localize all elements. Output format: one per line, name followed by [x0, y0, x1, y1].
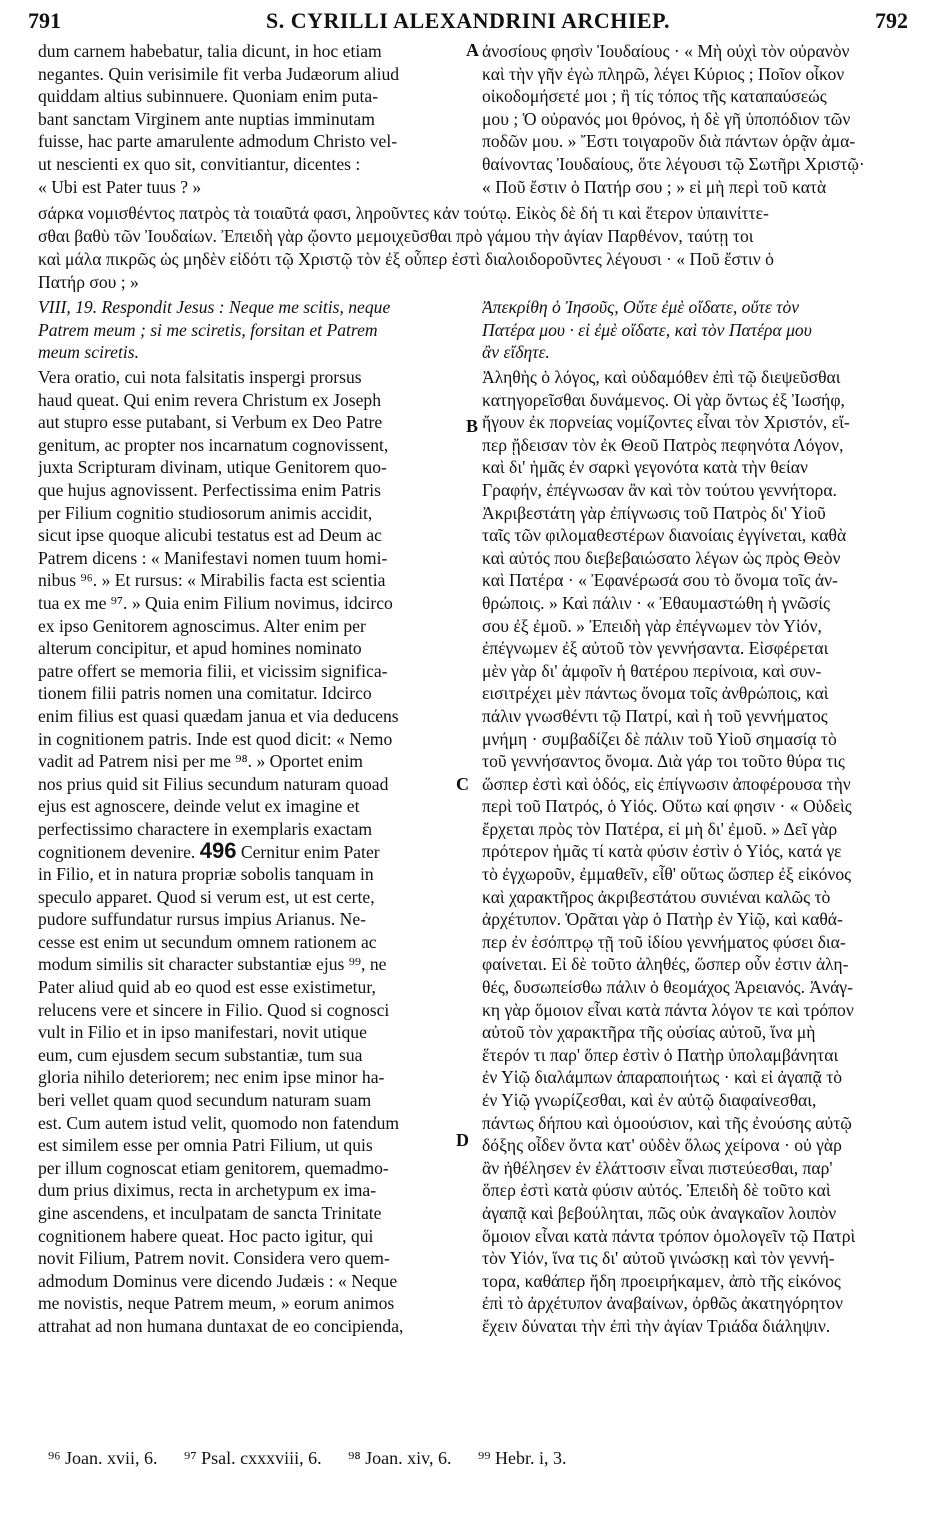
latin-text-line: novit Filium, Patrem novit. Considera vero quem-	[38, 1248, 390, 1269]
latin-text-line: gloria nihilo deteriorem; nec enim ipse minor ha-	[38, 1067, 385, 1088]
latin-text-line: speculo apparet. Quod si verum est, ut est certe,	[38, 886, 375, 907]
latin-text-line: perfectissimo charactere in exemplaris exactam	[38, 818, 373, 839]
latin-text-line: attrahat ad non humana duntaxat de eo concipienda,	[38, 1315, 404, 1336]
latin-text-line: tionem filii patris nomen una comitatur. Idcirco	[38, 683, 372, 704]
text-line-fragment: cognitionem devenire.	[38, 842, 196, 863]
greek-text-line: τὸν Υἱόν, ἵνα τις δι' αὐτοῦ γινώσκῃ καὶ τὸν γεννή-	[482, 1248, 835, 1269]
latin-text-line: est similem esse per omnia Patri Filium, ut quis	[38, 1135, 373, 1156]
latin-text-line: nos prius quid sit Filius secundum naturam quoad	[38, 773, 389, 794]
greek-text-line: ὅμοιον εἶναι κατὰ πάντα τρόπον ὁμολογεῖν τῷ Πατρὶ	[482, 1225, 856, 1246]
latin-text-line: ut nescienti ex quo sit, convitiantur, dicentes :	[38, 153, 361, 174]
greek-text-line: κατηγορεῖσθαι δυνάμενος. Οἱ γὰρ ὄντως ἐξ Ἰωσήφ,	[482, 389, 845, 410]
latin-column-main	[38, 366, 456, 1338]
latin-text-line: admodum Dominus vere dicendo Judæis : « Neque	[38, 1270, 398, 1291]
latin-text-line: Patrem dicens : « Manifestavi nomen tuum homi-	[38, 547, 388, 568]
page-number-right: 792	[875, 8, 908, 33]
margin-letter-b: B	[466, 416, 479, 436]
greek-text-line: πάλιν γνωσθέντι τῷ Πατρί, καὶ ἡ τοῦ γεννήματος	[482, 705, 828, 726]
latin-text-line: bant sanctam Virginem ante nuptias imminutam	[38, 108, 375, 129]
greek-text-line: Πατήρ σου ; »	[38, 272, 139, 292]
greek-text-line: Γραφήν, ἐπέγνωσαν ἂν καὶ τὸν τούτου γεννήτορα.	[482, 479, 837, 500]
latin-heading-line: Patrem meum ; si me sciretis, forsitan et Patrem	[38, 319, 378, 340]
latin-text-line: quiddam altius subinnuere. Quoniam enim puta-	[38, 86, 379, 107]
greek-heading-line: ἂν εἴδητε.	[482, 342, 550, 363]
latin-text-line: dum prius diximus, recta in archetypum ex ima-	[38, 1180, 377, 1201]
latin-text-line	[38, 840, 456, 863]
latin-text-line: cognitionem habere queat. Hoc pacto igitur, qui	[38, 1225, 374, 1246]
latin-text-line: per Filium cognitio studiosorum animis accidit,	[38, 502, 373, 523]
latin-text-line: nibus ⁹⁶. » Et rursus: « Mirabilis facta est scientia	[38, 570, 386, 591]
latin-text-line: « Ubi est Pater tuus ? »	[38, 176, 202, 197]
greek-text-line: ἕτερόν τι παρ' ὅπερ ἐστὶν ὁ Πατὴρ ὑπολαμβάνηται	[482, 1044, 839, 1065]
greek-text-line: ἔρχεται πρὸς τὸν Πατέρα, εἰ μὴ δι' ἐμοῦ. » Δεῖ γὰρ	[482, 818, 838, 839]
latin-text-line: Vera oratio, cui nota falsitatis inspergi prorsus	[38, 367, 362, 387]
greek-text-line: κη γὰρ ὅμοιον εἶναι κατὰ πάντα λόγον τε καὶ τρόπον	[482, 999, 854, 1020]
greek-text-line: περὶ τοῦ Πατρός, ὁ Υἱός. Οὕτω καί φησιν · « Οὐδεὶς	[482, 796, 852, 817]
greek-text-line: ἐπέγνωμεν ἐξ αὐτοῦ τὸν γεννήσαντα. Εἰσφέρεται	[482, 638, 829, 659]
page-header	[28, 8, 908, 38]
latin-text-line: enim filius est quasi quædam janua et via deducens	[38, 705, 399, 726]
greek-text-line: ἀνοσίους φησὶν Ἰουδαίους · « Μὴ οὐχὶ τὸν οὐρανὸν	[482, 41, 850, 61]
greek-text-line: μου ; Ὁ οὐρανός μοι θρόνος, ἡ δὲ γῆ ὑποπόδιον τῶν	[482, 108, 851, 129]
greek-text-line: φαίνεται. Εἰ δὲ τοῦτο ἀληθές, ὥσπερ οὖν ἐστιν ἀλη-	[482, 954, 849, 975]
greek-text-line: θαίνοντας Ἰουδαίους, ὅτε λέγουσι τῷ Σωτῆρι Χριστῷ·	[482, 153, 865, 174]
greek-text-line: Ἀληθὴς ὁ λόγος, καὶ οὐδαμόθεν ἐπὶ τῷ διεψεῦσθαι	[482, 367, 841, 387]
latin-text-line: relucens vere et sincere in Filio. Quod si cognosci	[38, 999, 390, 1020]
greek-text-line: περ ἐν ἐσόπτρῳ τῇ τοῦ ἰδίου γεννήματος φύσει δια-	[482, 931, 846, 952]
greek-text-line: Ἀκριβεστάτη γὰρ ἐπίγνωσις τοῦ Πατρὸς δι' Υἱοῦ	[482, 502, 826, 523]
greek-text-line: ἂν ἠθέλησεν ἐν ἐλάττοσιν εἶναι πιστεύεσθαι, παρ'	[482, 1157, 833, 1178]
latin-text-line: eum, cum ejusdem secum substantiæ, tum sua	[38, 1044, 363, 1065]
greek-text-line: καὶ μάλα πικρῶς ὡς μηδὲν εἰδότι τῷ Χριστῷ τὸν ἐξ οὗπερ ἐστὶ διαλοιδοροῦντες λέγουσι · « Ποῦ ἔστιν ὁ	[38, 249, 774, 269]
latin-text-line: vult in Filio et in ipso manifestari, novit utique	[38, 1022, 367, 1043]
latin-text-line: fuisse, hac parte amarulente admodum Christo vel-	[38, 131, 398, 152]
greek-text-line: ταῖς τῶν φιλομαθεστέρων διανοίαις ἐγγίνεται, καθὰ	[482, 525, 847, 546]
greek-text-line: ἐν Υἱῷ γνωρίζεσθαι, καὶ ἐν αὐτῷ διαφαίνεσθαι,	[482, 1090, 817, 1110]
greek-text-line: σάρκα νομισθέντος πατρὸς τὰ τοιαῦτά φασι, ληροῦντες κἀν τούτῳ. Εἰκὸς δὲ δή τι καὶ ἕτερον ὑπαινίττε-	[38, 203, 769, 223]
margin-letter-c: C	[456, 774, 469, 794]
greek-heading-line: Πατέρα μου · εἰ ἐμὲ οἴδατε, καὶ τὸν Πατέρα μου	[482, 319, 812, 340]
latin-verse-heading	[38, 296, 456, 364]
latin-text-line: in Filio, et in natura propriæ sobolis tanquam in	[38, 864, 374, 885]
latin-text-line: tua ex me ⁹⁷. » Quia enim Filium novimus, idcirco	[38, 592, 393, 613]
greek-text-line: καὶ αὐτός που διεβεβαιώσατο λέγων ὡς πρὸς Θεὸν	[482, 547, 841, 568]
greek-text-line: τοῦ γεννήσαντος ὄνομα. Διὰ γάρ τοι τοῦτο θύρα τις	[482, 751, 845, 772]
greek-text-line: μνήμη · συμβαδίζει δὲ πάλιν τοῦ Υἱοῦ σημασίᾳ τὸ	[482, 728, 837, 749]
greek-heading-line: Ἀπεκρίθη ὁ Ἰησοῦς, Οὔτε ἐμὲ οἴδατε, οὔτε τὸν	[482, 297, 800, 317]
greek-text-line: σθαι βαθὺ τῶν Ἰουδαίων. Ἐπειδὴ γὰρ ᾤοντο μεμοιχεῦσθαι πρὸ γάμου τὴν ἁγίαν Παρθένον, ταύτῃ τοι	[38, 226, 754, 246]
latin-text-line: genitum, ac propter nos incarnatum cognovissent,	[38, 434, 389, 455]
greek-text-line: ὅπερ ἐστὶ κατὰ φύσιν αὐτός. Ἐπειδὴ δὲ τοῦτο καὶ	[482, 1180, 831, 1201]
latin-text-line: modum similis sit character substantiæ ejus ⁹⁹, ne	[38, 954, 387, 975]
footnotes	[48, 1448, 589, 1469]
latin-text-line: per illum cognoscat etiam genitorem, quemadmo-	[38, 1157, 389, 1178]
greek-text-line: ἐν Υἱῷ διαλάμπων ἀπαραποιήτως · καὶ εἰ ἀγαπᾷ τὸ	[482, 1067, 843, 1088]
latin-text-line: juxta Scripturam divinam, utique Genitorem quo-	[38, 457, 387, 478]
greek-text-line: εισιτρέχει μὲν πάντως ὄνομα τοῖς ἀνθρώποις, καὶ	[482, 683, 829, 704]
latin-text-line: in cognitionem patris. Inde est quod dicit: « Nemo	[38, 728, 393, 749]
footnote-97: ⁹⁷ Psal. cxxxviii, 6.	[184, 1448, 322, 1468]
latin-text-line: beri vellet quam quod secundum naturam suam	[38, 1090, 372, 1110]
footnote-98: ⁹⁸ Joan. xiv, 6.	[348, 1448, 452, 1468]
greek-column-top	[482, 40, 904, 198]
greek-text-line: σου ἐξ ἐμοῦ. » Ἐπειδὴ γὰρ ἐπέγνωμεν τὸν Υἱόν,	[482, 615, 822, 636]
latin-text-line: aut stupro esse putabant, si Verbum ex Deo Patre	[38, 412, 383, 433]
latin-text-line: Pater aliud quid ab eo quod est esse existimetur,	[38, 977, 376, 998]
latin-text-line: vadit ad Patrem nisi per me ⁹⁸. » Oportet enim	[38, 751, 363, 772]
greek-text-line: αὐτοῦ τὸν χαρακτῆρα τῆς οὐσίας αὐτοῦ, ἵνα μὴ	[482, 1022, 816, 1043]
latin-text-line: alterum concipitur, et apud homines nominato	[38, 638, 362, 659]
footnote-99: ⁹⁹ Hebr. i, 3.	[478, 1448, 567, 1468]
greek-text-line: « Ποῦ ἔστιν ὁ Πατήρ σου ; » εἰ μὴ περὶ τοῦ κατὰ	[482, 176, 827, 197]
footnote-96: ⁹⁶ Joan. xvii, 6.	[48, 1448, 158, 1468]
greek-text-line: καὶ χαρακτῆρος ἀκριβεστάτου συνιέναι καλῶς τὸ	[482, 886, 831, 907]
greek-full-width-paragraph	[38, 202, 906, 294]
greek-text-line: οἰκοδομήσετέ μοι ; ἢ τίς τόπος τῆς καταπαύσεώς	[482, 86, 827, 107]
greek-text-line: δόξης οἶδεν ὄντα κατ' οὐδὲν ὅλως χείρονα · οὐ γὰρ	[482, 1135, 842, 1156]
greek-text-line: ἀρχέτυπον. Ὁρᾶται γὰρ ὁ Πατὴρ ἐν Υἱῷ, καὶ καθά-	[482, 909, 843, 930]
latin-text-line: negantes. Quin verisimile fit verba Judæorum aliud	[38, 63, 400, 84]
latin-text-line: ejus est agnoscere, deinde velut ex imagine et	[38, 796, 360, 817]
latin-text-line: que hujus agnovissent. Perfectissima enim Patris	[38, 479, 382, 500]
greek-text-line: ἀγαπᾷ καὶ βεβούληται, πῶς οὐκ ἀναγκαῖον λοιπὸν	[482, 1202, 837, 1223]
greek-text-line: περ ᾔδεισαν τὸν ἐκ Θεοῦ Πατρὸς πεφηνότα Λόγον,	[482, 434, 844, 455]
latin-text-line: gine ascendens, et inculpatam de sancta Trinitate	[38, 1202, 382, 1223]
latin-text-line: pudore suffundatur rursus impius Arianus. Ne-	[38, 909, 367, 930]
margin-letter-d: D	[456, 1130, 469, 1150]
greek-text-line: θές, δυσωπείσθω πάλιν ὁ θεομάχος Ἀρειανός. Ἀνάγ-	[482, 977, 853, 998]
greek-text-line: πρότερον ἡμᾶς τί κατὰ φύσιν ἐστὶν ὁ Υἱός, κατά γε	[482, 841, 842, 862]
greek-text-line: μὲν γὰρ δι' ἀμφοῖν ἡ θατέρου περίνοια, καὶ συν-	[482, 660, 822, 681]
latin-text-line: sicut ipse quoque alicubi testatus est ad Deum ac	[38, 525, 382, 546]
greek-text-line: καὶ τὴν γῆν ἐγὼ πληρῶ, λέγει Κύριος ; Ποῖον οἶκον	[482, 63, 845, 84]
latin-heading-line: VIII, 19. Respondit Jesus : Neque me scitis, neque	[38, 297, 391, 317]
latin-text-line: me novistis, neque Patrem meum, » eorum animos	[38, 1293, 395, 1314]
latin-text-line: haud queat. Qui enim revera Christum ex Joseph	[38, 389, 381, 410]
greek-text-line: καὶ Πατέρα · « Ἐφανέρωσά σου τὸ ὄνομα τοῖς ἀν-	[482, 570, 838, 591]
running-title: S. CYRILLI ALEXANDRINI ARCHIEP.	[265, 8, 671, 33]
text-line-fragment: Cernitur enim Pater	[240, 842, 380, 863]
greek-text-line: θρώποις. » Καὶ πάλιν · « Ἐθαυμαστώθη ἡ γνῶσίς	[482, 592, 830, 613]
greek-text-line: ὥσπερ ἐστὶ καὶ ὁδός, εἰς ἐπίγνωσιν ἀποφέρουσα τὴν	[482, 773, 851, 794]
greek-text-line: τὸ ἐγχωροῦν, ἐμμαθεῖν, εἶθ' οὕτως ὥσπερ ἐξ εἰκόνος	[482, 864, 852, 885]
greek-text-line: καὶ δι' ἡμᾶς ἐν σαρκὶ γεγονότα κατὰ τὴν θείαν	[482, 457, 808, 478]
latin-heading-line: meum sciretis.	[38, 342, 139, 363]
latin-text-line: patre offert se memoria filii, et vicissim significa-	[38, 660, 388, 681]
greek-column-main	[482, 366, 904, 1338]
latin-text-line: dum carnem habebatur, talia dicunt, in hoc etiam	[38, 41, 382, 61]
latin-text-line: est. Cum autem istud velit, quomodo non fatendum	[38, 1112, 400, 1133]
latin-text-line: cesse est enim ut secundum omnem rationem ac	[38, 931, 377, 952]
greek-text-line: ἤγουν ἐκ πορνείας νομίζοντες εἶναι τὸν Χριστόν, εἴ-	[482, 412, 850, 433]
greek-text-line: τορα, καθάπερ ἤδη προειρήκαμεν, ἀπὸ τῆς εἰκόνος	[482, 1270, 841, 1291]
latin-column-top	[38, 40, 456, 198]
greek-text-line: πάντως δήπου καὶ ὁμοούσιον, καὶ τῆς ἐνούσης αὐτῷ	[482, 1112, 852, 1133]
page-number-left: 791	[28, 8, 61, 33]
margin-letter-a: A	[466, 40, 479, 60]
column-number-marker: 496	[199, 840, 237, 864]
greek-text-line: ἐπὶ τὸ ἀρχέτυπον ἀναβαίνων, ὀρθῶς ἀκατηγόρητον	[482, 1293, 843, 1314]
greek-text-line: ἔχειν δύναται τὴν ἐπὶ τὴν ἁγίαν Τριάδα διάληψιν.	[482, 1315, 831, 1336]
greek-verse-heading	[482, 296, 904, 364]
latin-text-line: ex ipso Genitorem agnoscimus. Alter enim per	[38, 615, 366, 636]
greek-text-line: ποδῶν μου. » Ἔστι τοιγαροῦν διὰ πάντων ὁρᾷν ἀμα-	[482, 131, 856, 152]
